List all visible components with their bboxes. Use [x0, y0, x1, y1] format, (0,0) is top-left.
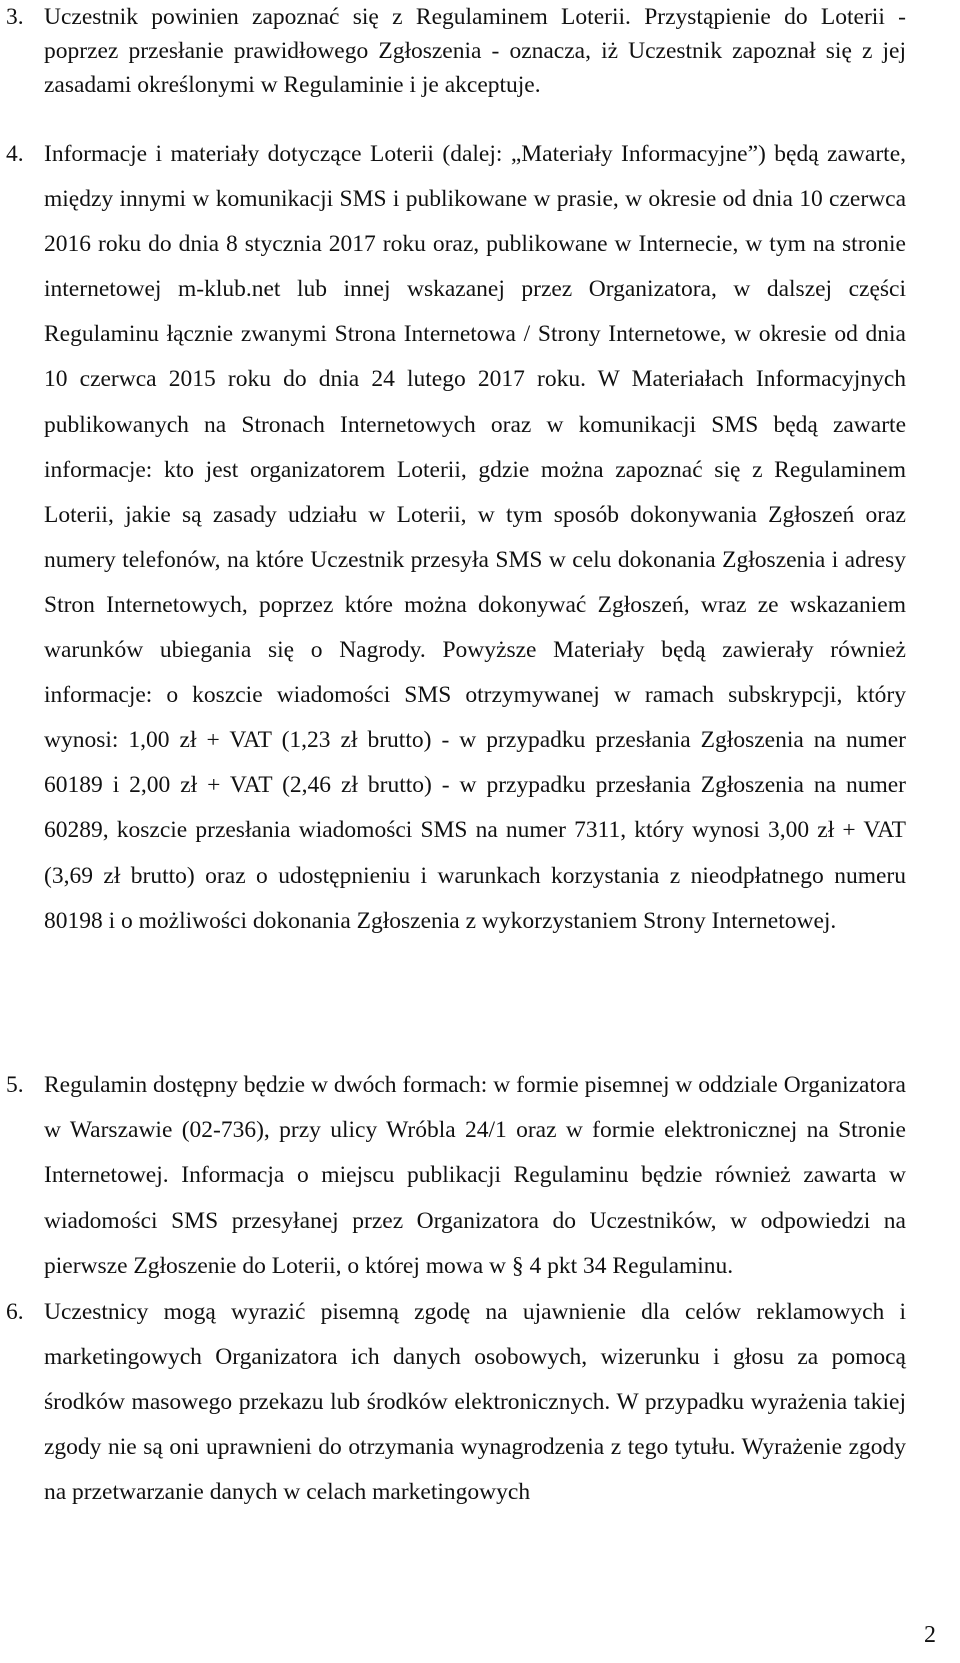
- list-item: [6, 132, 906, 944]
- item-number: 6.: [6, 1299, 24, 1325]
- item-text: Uczestnik powinien zapoznać się z Regulaminem Loterii. Przystąpienie do Loterii - poprzez przesłanie prawidłowego Zgłoszenia - oznacza, iż Uczestnik zapoznał się z jej zasadami określonymi w Regulaminie i je akceptuje.: [44, 4, 906, 98]
- item-number: 5.: [6, 1072, 24, 1098]
- item-text: Regulamin dostępny będzie w dwóch formach: w formie pisemnej w oddziale Organizatora w Warszawie (02-736), przy ulicy Wróbla 24/1 oraz w formie elektronicznej na Stronie Internetowej. Informacja o miejscu publikacji Regulaminu będzie również zawarta w wiadomości SMS przesyłanej przez Organizatora do Uczestników, w odpowiedzi na pierwsze Zgłoszenie do Loterii, o której mowa w § 4 pkt 34 Regulaminu.: [44, 1072, 906, 1279]
- list-item: [6, 1063, 906, 1289]
- list-item: [6, 0, 906, 102]
- item-text: Informacje i materiały dotyczące Loterii (dalej: „Materiały Informacyjne”) będą zawarte, między innymi w komunikacji SMS i publikowane w prasie, w okresie od dnia 10 czerwca 2016 roku do dnia 8 stycznia 2017 roku oraz, publikowane w Internecie, w tym na stronie internetowej m-klub.net lub innej wskazanej przez Organizatora, w dalszej części Regulaminu łącznie zwanymi Strona Internetowa / Strony Internetowe, w okresie od dnia 10 czerwca 2015 roku do dnia 24 lutego 2017 roku. W Materiałach Informacyjnych publikowanych na Stronach Internetowych oraz w komunikacji SMS będą zawarte informacje: kto jest organizatorem Loterii, gdzie można zapoznać się z Regulaminem Loterii, jakie są zasady udziału w Loterii, w tym sposób dokonywania Zgłoszeń oraz numery telefonów, na które Uczestnik przesyła SMS w celu dokonania Zgłoszenia i adresy Stron Internetowych, poprzez które można dokonywać Zgłoszeń, wraz ze wskazaniem warunków ubiegania się o Nagrody. Powyższe Materiały będą zawierały również informacje: o koszcie wiadomości SMS otrzymywanej w ramach subskrypcji, który wynosi: 1,00 zł + VAT (1,23 zł brutto) - w przypadku przesłania Zgłoszenia na numer 60189 i 2,00 zł + VAT (2,46 zł brutto) - w przypadku przesłania Zgłoszenia na numer 60289, koszcie przesłania wiadomości SMS na numer 7311, który wynosi 3,00 zł + VAT (3,69 zł brutto) oraz o udostępnieniu i warunkach korzystania z nieodpłatnego numeru 80198 i o możliwości dokonania Zgłoszenia z wykorzystaniem Strony Internetowej.: [44, 141, 906, 934]
- item-number: 4.: [6, 141, 24, 167]
- list-item: [6, 1290, 906, 1515]
- page-number: 2: [924, 1622, 936, 1648]
- item-number: 3.: [6, 4, 24, 30]
- item-text: Uczestnicy mogą wyrazić pisemną zgodę na ujawnienie dla celów reklamowych i marketingowych Organizatora ich danych osobowych, wizerunku i głosu za pomocą środków masowego przekazu lub środków elektronicznych. W przypadku wyrażenia takiej zgody nie są oni uprawnieni do otrzymania wynagrodzenia z tego tytułu. Wyrażenie zgody na przetwarzanie danych w celach marketingowych: [44, 1299, 906, 1506]
